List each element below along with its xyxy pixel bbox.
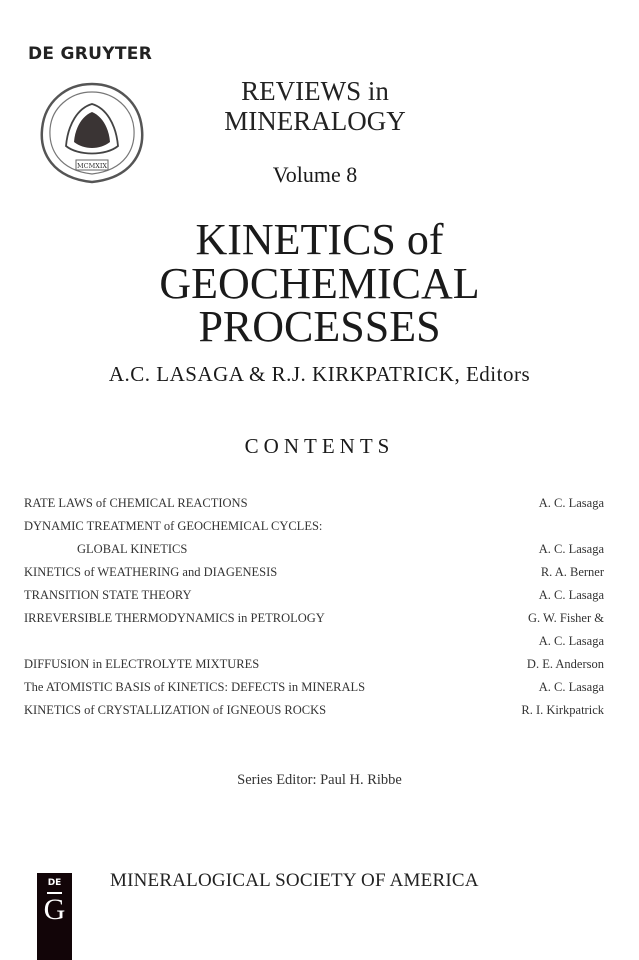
chapter-author: R. A. Berner <box>540 565 604 579</box>
chapter-author: A. C. Lasaga <box>538 496 604 510</box>
logo-de-text: DE <box>47 878 62 888</box>
book-title-line1: KINETICS of <box>195 215 444 264</box>
contents-heading: CONTENTS <box>244 434 395 458</box>
book-title-line2: GEOCHEMICAL <box>159 259 480 308</box>
editors: A.C. LASAGA & R.J. KIRKPATRICK, Editors <box>108 362 531 386</box>
contents-row <box>24 565 604 585</box>
chapter-author: A. C. Lasaga <box>538 680 604 694</box>
chapter-title: RATE LAWS of CHEMICAL REACTIONS <box>24 496 248 510</box>
society-seal-logo <box>36 80 148 186</box>
volume-number: Volume 8 <box>272 162 358 187</box>
contents-row <box>24 703 604 723</box>
society-name: MINERALOGICAL SOCIETY OF AMERICA <box>110 870 479 891</box>
book-title-line3: PROCESSES <box>198 302 441 351</box>
contents-row <box>24 680 604 700</box>
contents-row <box>24 634 604 654</box>
chapter-author: A. C. Lasaga <box>538 542 604 556</box>
series-name-line2: MINERALOGY <box>224 106 406 136</box>
chapter-title: TRANSITION STATE THEORY <box>24 588 192 602</box>
contents-row <box>24 657 604 677</box>
contents-row <box>24 611 604 631</box>
chapter-title: DYNAMIC TREATMENT of GEOCHEMICAL CYCLES: <box>24 519 323 533</box>
seal-year: MCMXIX <box>76 162 108 170</box>
contents-row <box>24 588 604 608</box>
chapter-title: IRREVERSIBLE THERMODYNAMICS in PETROLOGY <box>24 611 325 625</box>
chapter-title: GLOBAL KINETICS <box>77 542 188 556</box>
chapter-author: R. I. Kirkpatrick <box>521 703 604 717</box>
publisher-name: DE GRUYTER <box>28 44 153 64</box>
chapter-author: G. W. Fisher & <box>527 611 604 625</box>
logo-g-text: G <box>43 893 66 926</box>
chapter-author: A. C. Lasaga <box>538 588 604 602</box>
series-name-line1: REVIEWS in <box>241 76 389 106</box>
chapter-author: D. E. Anderson <box>526 657 604 671</box>
chapter-title: KINETICS of WEATHERING and DIAGENESIS <box>24 565 278 579</box>
chapter-title: DIFFUSION in ELECTROLYTE MIXTURES <box>24 657 260 671</box>
chapter-title: The ATOMISTIC BASIS of KINETICS: DEFECTS in MINERALS <box>24 680 366 694</box>
de-gruyter-logo <box>37 873 72 960</box>
contents-row <box>24 542 604 562</box>
contents-row <box>24 496 604 516</box>
chapter-title: KINETICS of CRYSTALLIZATION of IGNEOUS ROCKS <box>24 703 327 717</box>
contents-row <box>24 519 604 539</box>
chapter-author: A. C. Lasaga <box>538 634 604 648</box>
series-editor: Series Editor: Paul H. Ribbe <box>237 772 402 788</box>
